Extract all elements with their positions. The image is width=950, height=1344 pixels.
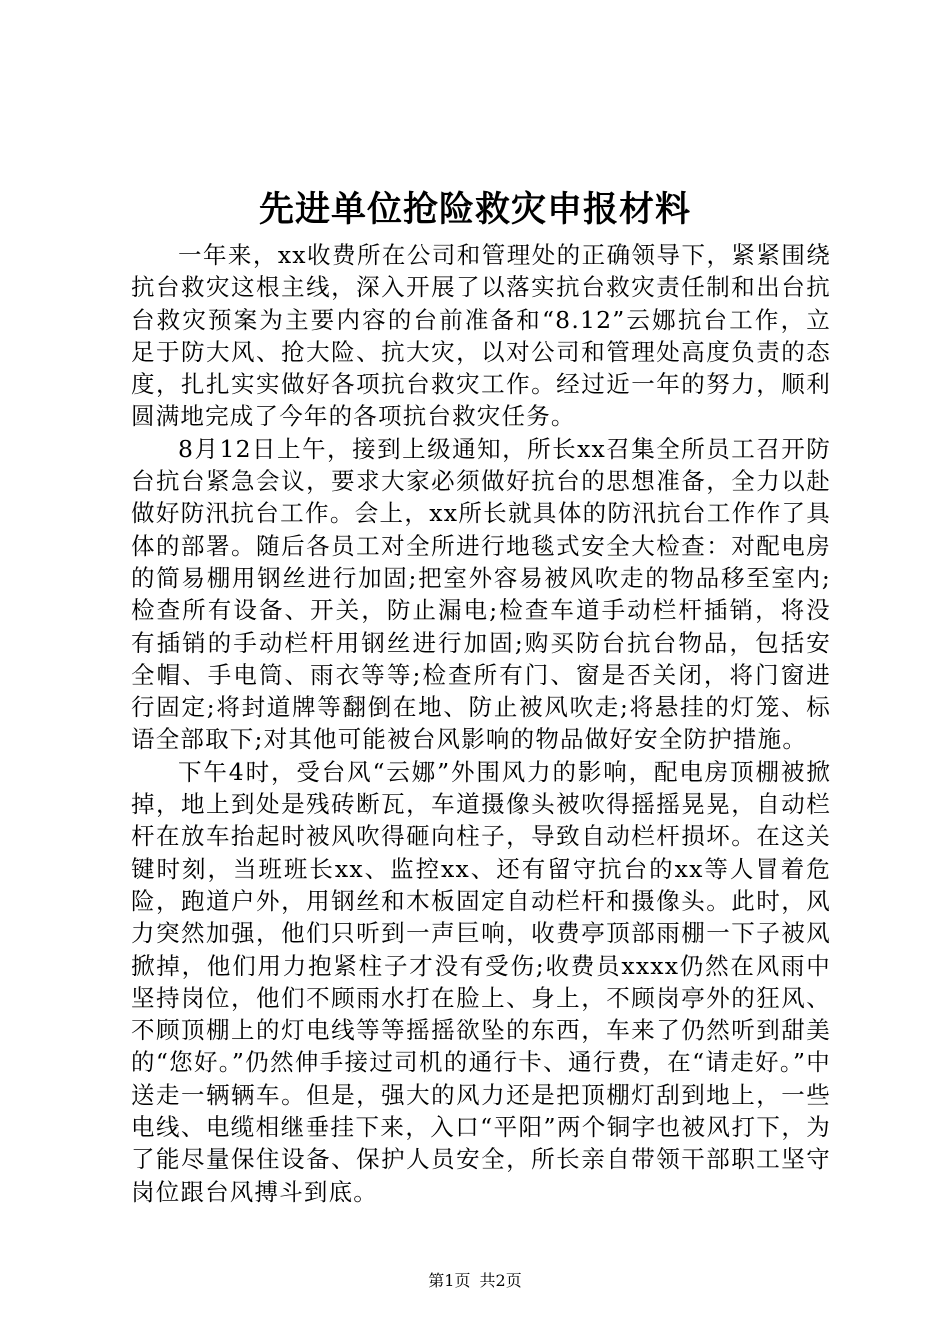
- document-title: 先进单位抢险救灾申报材料: [258, 189, 691, 230]
- page-number-total: 共2页: [479, 1271, 522, 1290]
- paragraph-3: 下午4时，受台风“云娜”外围风力的影响，配电房顶棚被掀掉，地上到处是残砖断瓦，车道摄像头被吹得摇摇晃晃，自动栏杆在放车抬起时被风吹得砸向柱子，导致自动栏杆损坏。在这关键时刻，当班班长xx、监控xx、还有留守抗台的xx等人冒着危险，跑道户外，用钢丝和木板固定自动栏杆和摄像头。此时，风力突然加强，他们只听到一声巨响，收费亭顶部雨棚一下子被风掀掉，他们用力抱紧柱子才没有受伤;收费员xxxx仍然在风雨中坚持岗位，他们不顾雨水打在脸上、身上，不顾岗亭外的狂风、不顾顶棚上的灯电线等等摇摇欲坠的东西，车来了仍然听到甜美的“您好。”仍然伸手接过司机的通行卡、通行费，在“请走好。”中送走一辆辆车。但是，强大的风力还是把顶棚灯刮到地上，一些电线、电缆相继垂挂下来，入口“平阳”两个铜字也被风打下，为了能尽量保住设备、保护人员安全，所长亲自带领干部职工坚守岗位跟台风搏斗到底。: [131, 757, 831, 1206]
- paragraph-2: 8月12日上午，接到上级通知，所长xx召集全所员工召开防台抗台紧急会议，要求大家必须做好抗台的思想准备，全力以赴做好防汛抗台工作。会上，xx所长就具体的防汛抗台工作作了具体的部署。随后各员工对全所进行地毯式安全大检查：对配电房的简易棚用钢丝进行加固;把室外容易被风吹走的物品移至室内;检查所有设备、开关，防止漏电;检查车道手动栏杆插销，将没有插销的手动栏杆用钢丝进行加固;购买防台抗台物品，包括安全帽、手电筒、雨衣等等;检查所有门、窗是否关闭，将门窗进行固定;将封道牌等翻倒在地、防止被风吹走;将悬挂的灯笼、标语全部取下;对其他可能被台风影响的物品做好安全防护措施。: [131, 434, 831, 754]
- document-body: [131, 239, 831, 1208]
- page-footer: [0, 1270, 950, 1292]
- paragraph-1: 一年来，xx收费所在公司和管理处的正确领导下，紧紧围绕抗台救灾这根主线，深入开展了以落实抗台救灾责任制和出台抗台救灾预案为主要内容的台前准备和“8.12”云娜抗台工作，立足于防大风、抢大险、抗大灾，以对公司和管理处高度负责的态度，扎扎实实做好各项抗台救灾工作。经过近一年的努力，顺利圆满地完成了今年的各项抗台救灾任务。: [131, 241, 831, 431]
- page-number-current: 第1页: [428, 1271, 471, 1290]
